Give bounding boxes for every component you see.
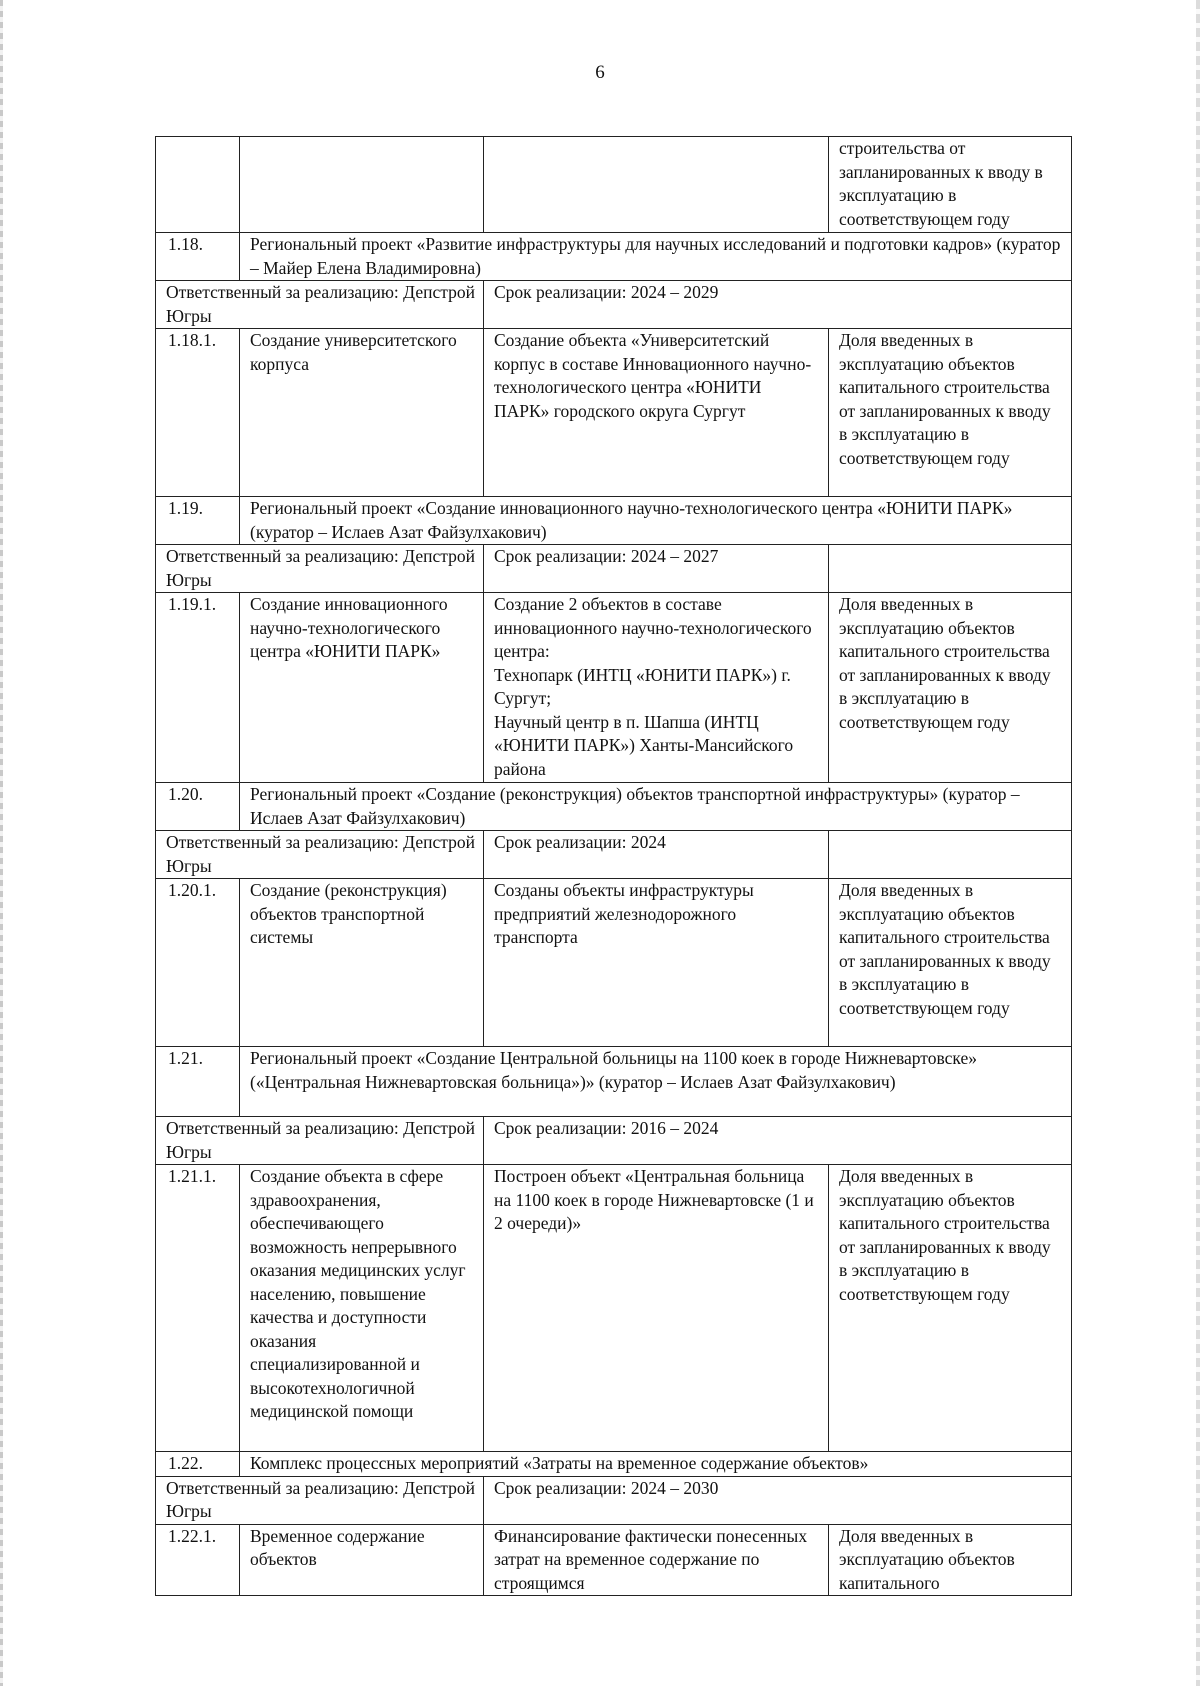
section-title: Региональный проект «Создание (реконструкция) объектов транспортной инфраструктуры» (куратор – Ислаев Азат Файзулхакович) [240,783,1072,831]
cell-num: 1.20.1. [156,879,240,1047]
cell-description: Финансирование фактически понесенных затрат на временное содержание по строящимся [484,1524,829,1596]
description-line: Технопарк (ИНТЦ «ЮНИТИ ПАРК») г. Сургут; [494,664,791,708]
term-cell: Срок реализации: 2024 – 2030 [484,1476,1072,1524]
responsible-row [156,1117,1072,1165]
term-cell: Срок реализации: 2024 – 2027 [484,545,829,593]
page-number: 6 [595,62,605,83]
cell-num [156,137,240,233]
cell-indicator: Доля введенных в эксплуатацию объектов капитального строительства от запланированных к вводу в эксплуатацию в соответствующем году [829,1165,1072,1452]
cell-num: 1.21.1. [156,1165,240,1452]
section-title: Региональный проект «Создание Центральной больницы на 1100 коек в городе Нижневартовске» («Центральная Нижневартовская больница»)» (куратор – Ислаев Азат Файзулхакович) [240,1047,1072,1117]
term-cell: Срок реализации: 2024 [484,831,829,879]
section-row [156,1452,1072,1477]
table-row [156,879,1072,1047]
responsible-row [156,831,1072,879]
cell-indicator: Доля введенных в эксплуатацию объектов капитального строительства от запланированных к вводу в эксплуатацию в соответствующем году [829,593,1072,783]
responsible-row [156,1476,1072,1524]
section-number: 1.22. [156,1452,240,1477]
cell-indicator: Доля введенных в эксплуатацию объектов капитального [829,1524,1072,1596]
section-title: Региональный проект «Создание инновационного научно-технологического центра «ЮНИТИ ПАРК» (куратор – Ислаев Азат Файзулхакович) [240,497,1072,545]
section-number: 1.21. [156,1047,240,1117]
scan-edge-left [0,0,3,1686]
table-row [156,593,1072,783]
section-number: 1.19. [156,497,240,545]
section-number: 1.20. [156,783,240,831]
scan-edge-right [1196,0,1200,1686]
table-row [156,1524,1072,1596]
measures-table [155,136,1072,1596]
responsible-cell: Ответственный за реализацию: Депстрой Югры [156,281,484,329]
section-title: Региональный проект «Развитие инфраструктуры для научных исследований и подготовки кадров» (куратор – Майер Елена Владимировна) [240,233,1072,281]
cell-indicator: строительства от запланированных к вводу в эксплуатацию в соответствующем году [829,137,1072,233]
empty-cell [829,545,1072,593]
responsible-row [156,545,1072,593]
responsible-cell: Ответственный за реализацию: Депстрой Югры [156,1117,484,1165]
section-title: Комплекс процессных мероприятий «Затраты на временное содержание объектов» [240,1452,1072,1477]
section-row [156,233,1072,281]
description-line: Создание 2 объектов в составе инновационного научно-технологического центра: [494,594,812,661]
cell-description [484,593,829,783]
cell-task: Временное содержание объектов [240,1524,484,1596]
responsible-cell: Ответственный за реализацию: Депстрой Югры [156,831,484,879]
cell-num: 1.19.1. [156,593,240,783]
empty-cell [829,831,1072,879]
table-row [156,137,1072,233]
table-row [156,1165,1072,1452]
section-row [156,1047,1072,1117]
section-row [156,497,1072,545]
responsible-row [156,281,1072,329]
cell-task: Создание университетского корпуса [240,329,484,497]
table-row [156,329,1072,497]
cell-task [240,137,484,233]
cell-indicator: Доля введенных в эксплуатацию объектов капитального строительства от запланированных к вводу в эксплуатацию в соответствующем году [829,329,1072,497]
cell-indicator: Доля введенных в эксплуатацию объектов капитального строительства от запланированных к вводу в эксплуатацию в соответствующем году [829,879,1072,1047]
cell-task: Создание (реконструкция) объектов транспортной системы [240,879,484,1047]
cell-description: Созданы объекты инфраструктуры предприятий железнодорожного транспорта [484,879,829,1047]
cell-num: 1.22.1. [156,1524,240,1596]
cell-description [484,137,829,233]
section-number: 1.18. [156,233,240,281]
description-line: Научный центр в п. Шапша (ИНТЦ «ЮНИТИ ПАРК») Ханты-Мансийского района [494,711,794,779]
section-row [156,783,1072,831]
term-cell: Срок реализации: 2024 – 2029 [484,281,1072,329]
term-cell: Срок реализации: 2016 – 2024 [484,1117,1072,1165]
responsible-cell: Ответственный за реализацию: Депстрой Югры [156,545,484,593]
cell-description: Создание объекта «Университетский корпус в составе Инновационного научно-технологического центра «ЮНИТИ ПАРК» городского округа Сургут [484,329,829,497]
cell-task: Создание объекта в сфере здравоохранения, обеспечивающего возможность непрерывного оказания медицинских услуг населению, повышение качества и доступности оказания специализированной и высокотехнологичной медицинской помощи [240,1165,484,1452]
cell-task: Создание инновационного научно-технологического центра «ЮНИТИ ПАРК» [240,593,484,783]
cell-description: Построен объект «Центральная больница на 1100 коек в городе Нижневартовске (1 и 2 очереди)» [484,1165,829,1452]
responsible-cell: Ответственный за реализацию: Депстрой Югры [156,1476,484,1524]
cell-num: 1.18.1. [156,329,240,497]
